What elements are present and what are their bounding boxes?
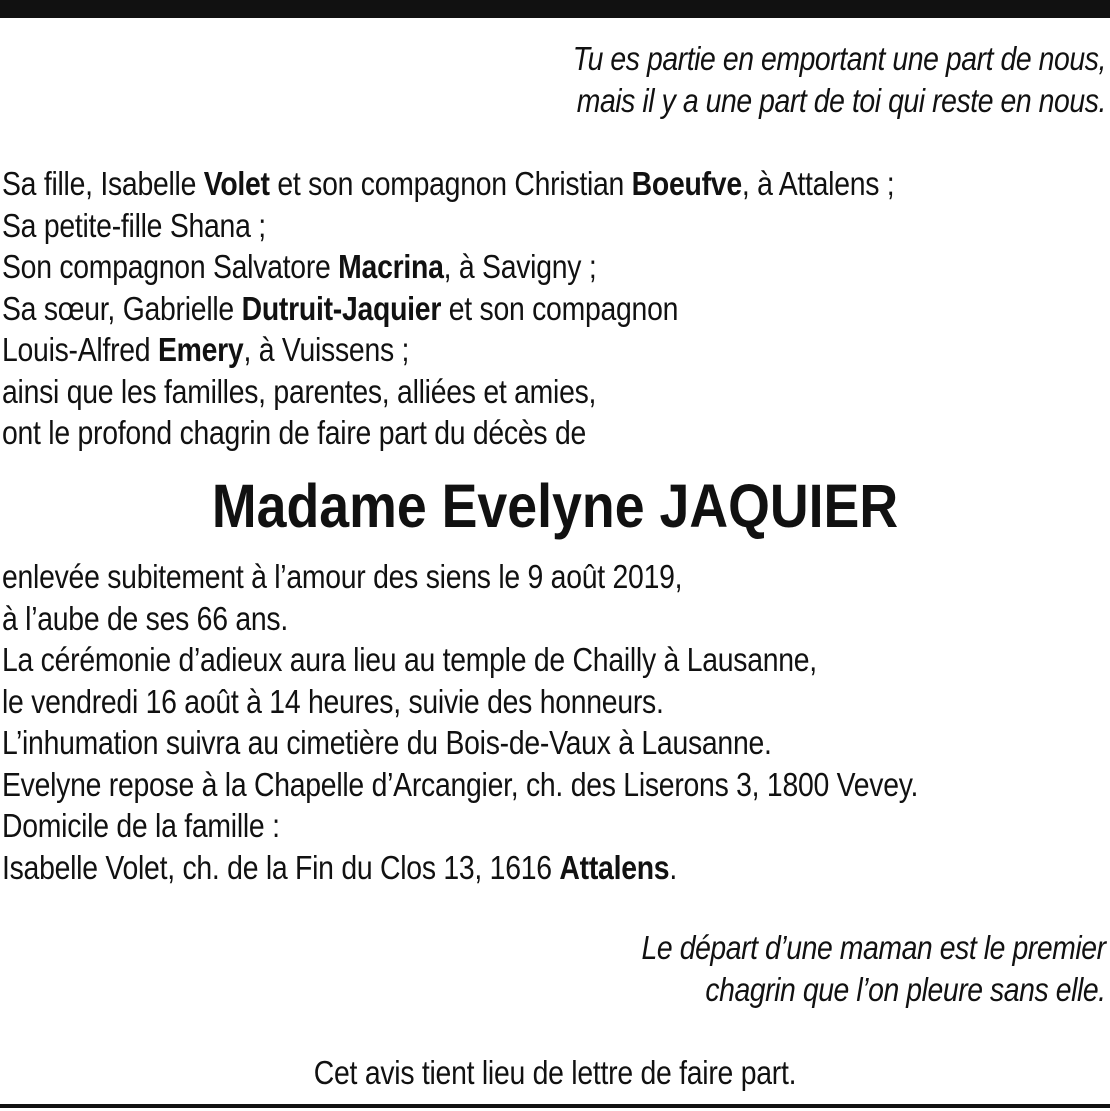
details-line-chapel: Evelyne repose à la Chapelle d’Arcangier, ch. des Liserons 3, 1800 Vevey. [2, 765, 919, 803]
family-text: Sa fille, Isabelle [2, 165, 204, 202]
family-line-companion [2, 246, 894, 288]
address-text: . [669, 848, 677, 886]
family-text: Louis-Alfred [2, 331, 158, 368]
address-text: Isabelle Volet, ch. de la Fin du Clos 13, 1616 [2, 848, 560, 886]
ceremony-details [2, 556, 918, 888]
details-line-burial: L’inhumation suivra au cimetière du Bois-de-Vaux à Lausanne. [2, 724, 772, 761]
town-attalens: Attalens [559, 848, 670, 886]
closing-note: Cet avis tient lieu de lettre de faire part. [313, 1054, 797, 1091]
closing-epigraph-line-1: Le départ d’une maman est le premier [641, 929, 1106, 966]
family-line-daughter [2, 163, 894, 205]
surname-dutruit-jaquier: Dutruit-Jaquier [241, 289, 442, 327]
details-line-ceremony: La cérémonie d’adieux aura lieu au temple de Chailly à Lausanne, [2, 641, 817, 678]
family-text: , à Vuissens ; [243, 331, 410, 368]
family-announcement [2, 163, 894, 454]
closing-epigraph-line-2: chagrin que l’on pleure sans elle. [705, 971, 1106, 1008]
family-text: Sa sœur, Gabrielle [2, 289, 242, 327]
opening-epigraph [573, 38, 1106, 122]
details-line-ceremony-time: le vendredi 16 août à 14 heures, suivie des honneurs. [2, 682, 664, 720]
family-line-relatives: ainsi que les familles, parentes, alliées et amies, [2, 372, 597, 410]
details-line-domicile-address [2, 847, 918, 889]
surname-boeufve: Boeufve [631, 165, 742, 202]
family-line-sister-companion [2, 329, 894, 371]
family-text: et son compagnon [441, 289, 679, 327]
opening-epigraph-line-1: Tu es partie en emportant une part de nous, [572, 40, 1106, 77]
family-line-announcement: ont le profond chagrin de faire part du décès de [2, 414, 587, 451]
family-text: et son compagnon Christian [269, 165, 632, 202]
family-text: , à Savigny ; [443, 248, 597, 285]
top-border-rule [0, 0, 1110, 18]
surname-emery: Emery [157, 331, 244, 368]
family-text: Son compagnon Salvatore [2, 248, 339, 285]
surname-macrina: Macrina [338, 248, 444, 285]
closing-epigraph [642, 927, 1106, 1011]
surname-volet: Volet [203, 165, 270, 202]
family-line-granddaughter: Sa petite-fille Shana ; [2, 206, 266, 244]
details-line-age: à l’aube de ses 66 ans. [2, 599, 288, 637]
details-line-death-date: enlevée subitement à l’amour des siens le 9 août 2019, [2, 558, 683, 595]
deceased-name-heading: Madame Evelyne JAQUIER [211, 472, 899, 540]
opening-epigraph-line-2: mais il y a une part de toi qui reste en nous. [576, 82, 1106, 119]
bottom-border-rule [0, 1104, 1110, 1108]
family-line-sister [2, 288, 894, 330]
family-text: , à Attalens ; [741, 165, 895, 202]
details-line-domicile-label: Domicile de la famille : [2, 807, 280, 844]
